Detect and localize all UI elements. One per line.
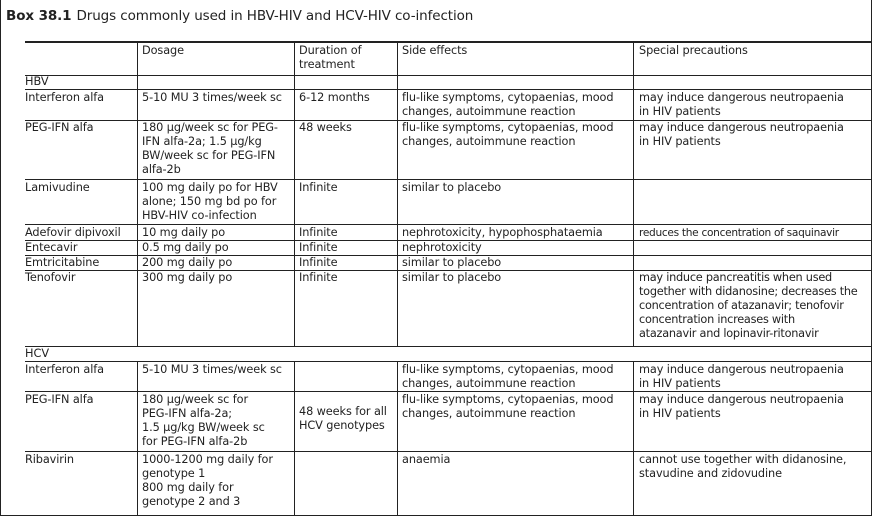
dosage: 200 mg daily po — [142, 256, 233, 269]
line: flu-like symptoms, cytopaenias, mood — [402, 121, 614, 134]
line: may induce pancreatitis when used — [639, 271, 832, 284]
precautions — [639, 363, 844, 391]
header-duration-line: treatment — [299, 58, 355, 71]
precautions — [639, 91, 844, 119]
line: changes, autoimmune reaction — [402, 105, 576, 118]
line: flu-like symptoms, cytopaenias, mood — [402, 393, 614, 406]
line: for PEG-IFN alfa-2b — [142, 435, 248, 448]
side-effects: similar to placebo — [402, 271, 502, 284]
col-divider — [633, 41, 634, 346]
dosage: 10 mg daily po — [142, 226, 226, 239]
line: concentration of atazanavir; tenofovir — [639, 299, 844, 312]
col-divider — [294, 41, 295, 346]
line: 800 mg daily for — [142, 481, 234, 494]
col-divider — [633, 361, 634, 516]
line: may induce dangerous neutropaenia — [639, 121, 844, 134]
line: genotype 1 — [142, 467, 206, 480]
header-precautions: Special precautions — [639, 44, 748, 57]
section-hcv: HCV — [25, 347, 50, 360]
side-effects — [402, 91, 613, 119]
header-top-rule — [25, 41, 872, 43]
side-effects — [402, 363, 613, 391]
side-effects — [402, 121, 613, 149]
line: changes, autoimmune reaction — [402, 407, 576, 420]
line: 100 mg daily po for HBV — [142, 181, 278, 194]
rule — [25, 89, 872, 90]
line: concentration increases with — [639, 313, 795, 326]
side-effects: nephrotoxicity — [402, 241, 482, 254]
box-caption — [6, 8, 473, 24]
drug-name: Emtricitabine — [25, 256, 100, 269]
rule — [25, 451, 872, 452]
duration: 6-12 months — [299, 91, 370, 104]
line: PEG-IFN alfa-2a; — [142, 407, 233, 420]
col-divider — [397, 361, 398, 516]
line: in HIV patients — [639, 407, 721, 420]
line: genotype 2 and 3 — [142, 495, 241, 508]
rule — [25, 346, 872, 347]
side-effects: similar to placebo — [402, 256, 502, 269]
drug-name: Ribavirin — [25, 453, 74, 466]
drug-name: Tenofovir — [25, 271, 76, 284]
header-duration-line: Duration of — [299, 44, 362, 57]
duration: Infinite — [299, 241, 338, 254]
line: may induce dangerous neutropaenia — [639, 91, 844, 104]
line: together with didanosine; decreases the — [639, 285, 858, 298]
dosage: 5-10 MU 3 times/week sc — [142, 91, 282, 104]
precautions — [639, 453, 846, 481]
duration: Infinite — [299, 271, 338, 284]
side-effects: similar to placebo — [402, 181, 502, 194]
line: 1.5 µg/kg BW/week sc — [142, 421, 265, 434]
line: HCV genotypes — [299, 419, 385, 432]
dosage: 0.5 mg daily po — [142, 241, 229, 254]
dosage — [142, 181, 278, 223]
drug-name: Adefovir dipivoxil — [25, 226, 121, 239]
section-hbv: HBV — [25, 75, 49, 88]
line: in HIV patients — [639, 105, 721, 118]
line: 1000-1200 mg daily for — [142, 453, 273, 466]
line: in HIV patients — [639, 377, 721, 390]
side-effects: nephrotoxicity, hypophosphataemia — [402, 226, 603, 239]
precautions — [639, 271, 858, 341]
side-effects: anaemia — [402, 453, 451, 466]
hcv-duration — [299, 405, 387, 433]
duration: Infinite — [299, 256, 338, 269]
line: HBV-HIV co-infection — [142, 209, 257, 222]
precautions — [639, 393, 844, 421]
dosage — [142, 121, 278, 177]
line: atazanavir and lopinavir-ritonavir — [639, 327, 819, 340]
duration: 48 weeks — [299, 121, 352, 134]
dosage — [142, 453, 273, 509]
line: alone; 150 mg bd po for — [142, 195, 277, 208]
col-divider — [137, 41, 138, 346]
duration: Infinite — [299, 226, 338, 239]
line: 180 µg/week sc for — [142, 393, 249, 406]
rule — [25, 179, 872, 180]
line: changes, autoimmune reaction — [402, 135, 576, 148]
dosage: 300 mg daily po — [142, 271, 233, 284]
drug-name: Entecavir — [25, 241, 78, 254]
line: changes, autoimmune reaction — [402, 377, 576, 390]
line: stavudine and zidovudine — [639, 467, 782, 480]
line: cannot use together with didanosine, — [639, 453, 847, 466]
precautions — [639, 121, 844, 149]
line: flu-like symptoms, cytopaenias, mood — [402, 91, 614, 104]
drug-name: Lamivudine — [25, 181, 90, 194]
line: may induce dangerous neutropaenia — [639, 363, 844, 376]
header-side-effects: Side effects — [402, 44, 468, 57]
box-label: Box 38.1 — [6, 8, 72, 24]
header-bottom-rule — [25, 75, 872, 76]
dosage — [142, 393, 265, 449]
line: in HIV patients — [639, 135, 721, 148]
col-divider — [137, 361, 138, 516]
line: BW/week sc for PEG-IFN — [142, 149, 276, 162]
line: 48 weeks for all — [299, 405, 387, 418]
box-title: Drugs commonly used in HBV-HIV and HCV-HIV co-infection — [76, 8, 474, 24]
col-divider — [294, 361, 295, 516]
drug-name: Interferon alfa — [25, 91, 104, 104]
precautions: reduces the concentration of saquinavir — [639, 227, 839, 239]
line: alfa-2b — [142, 163, 181, 176]
side-effects — [402, 393, 613, 421]
drug-name: PEG-IFN alfa — [25, 121, 94, 134]
drug-name: PEG-IFN alfa — [25, 393, 94, 406]
line: IFN alfa-2a; 1.5 µg/kg — [142, 135, 262, 148]
col-divider — [397, 41, 398, 346]
rule — [25, 361, 872, 362]
rule — [25, 391, 872, 392]
rule — [25, 224, 872, 225]
dosage: 5-10 MU 3 times/week sc — [142, 363, 282, 376]
header-duration — [299, 44, 361, 72]
header-dosage: Dosage — [142, 44, 184, 57]
duration: Infinite — [299, 181, 338, 194]
line: 180 µg/week sc for PEG- — [142, 121, 278, 134]
line: may induce dangerous neutropaenia — [639, 393, 844, 406]
drug-name: Interferon alfa — [25, 363, 104, 376]
line: flu-like symptoms, cytopaenias, mood — [402, 363, 614, 376]
